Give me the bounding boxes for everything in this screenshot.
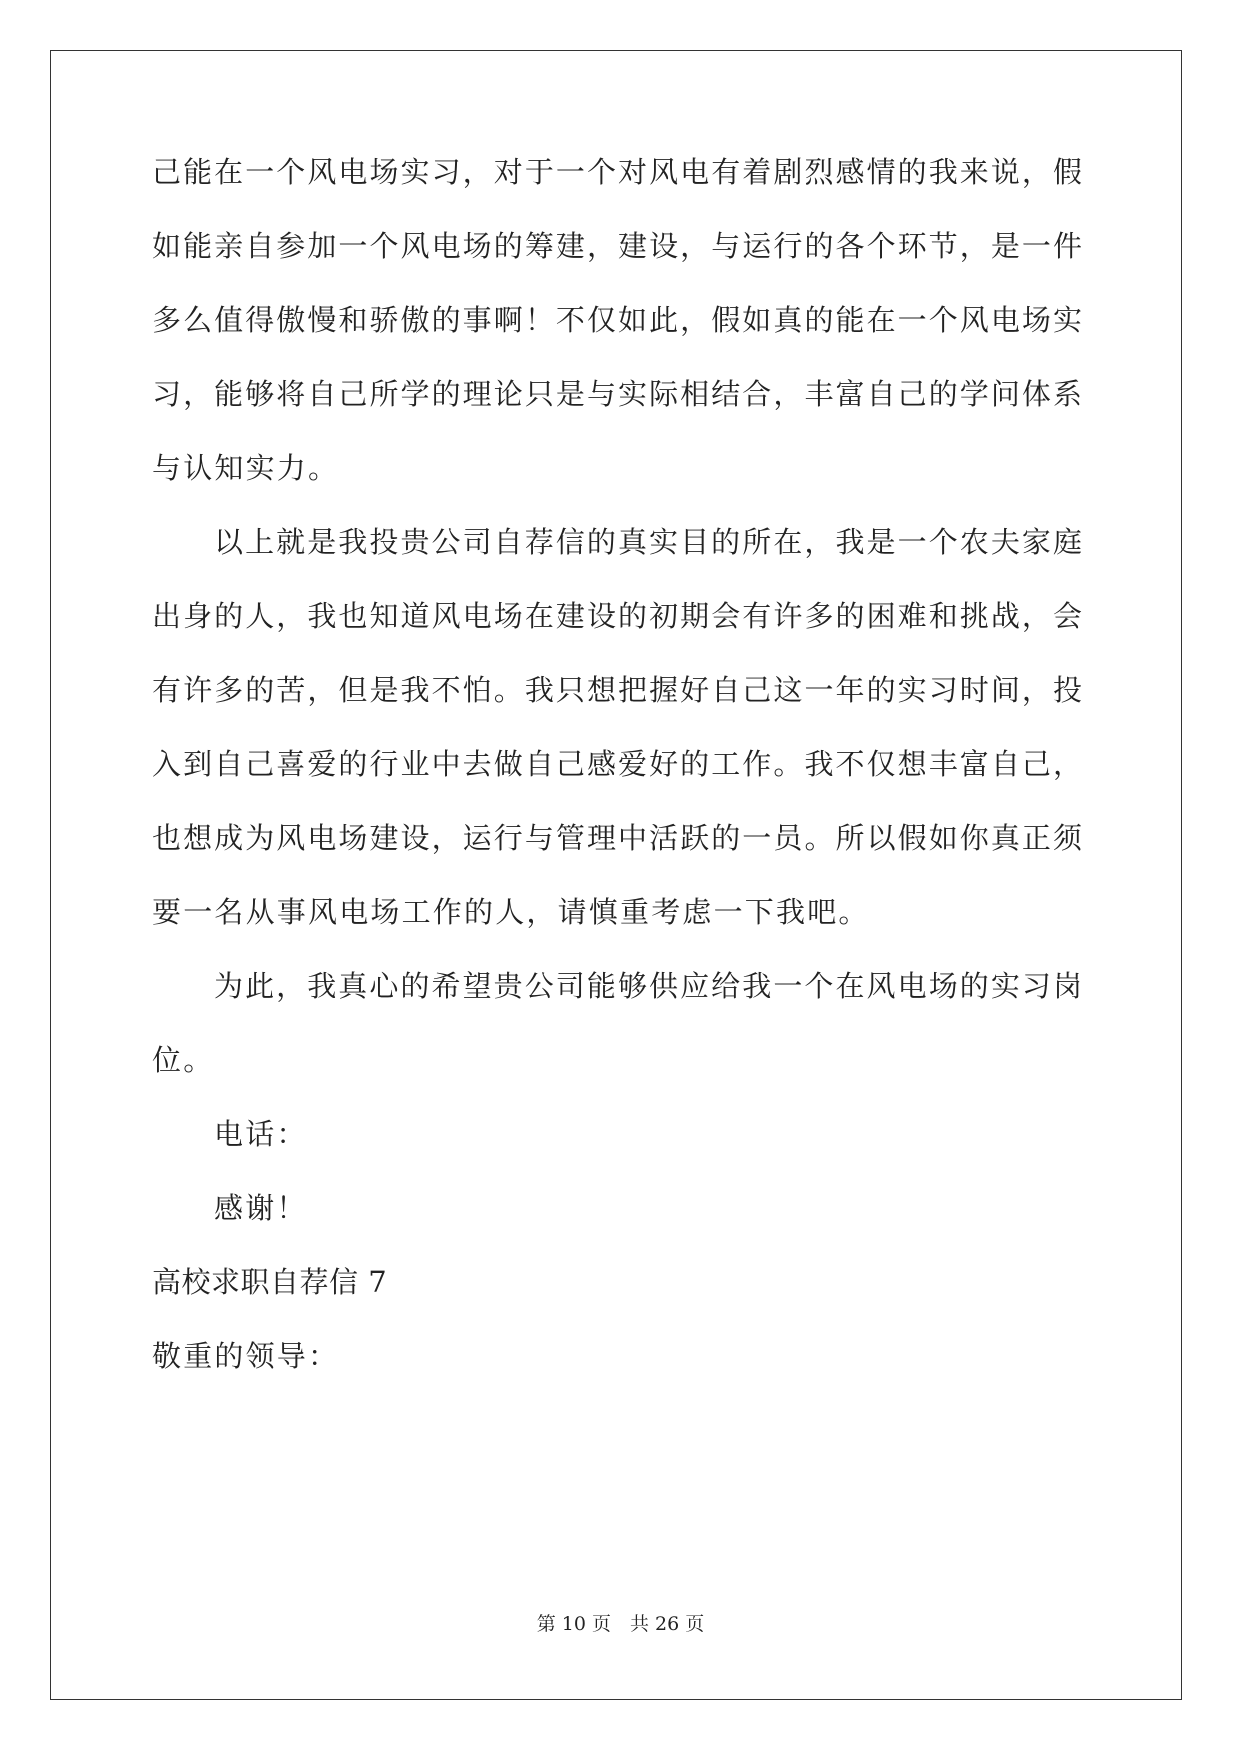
paragraph-start-line: 以上就是我投贵公司自荐信的真实目的所在，我是一个农夫家庭 — [214, 525, 1082, 559]
thanks-line: 感谢！ — [214, 1191, 308, 1225]
section-heading: 高校求职自荐信 7 — [152, 1265, 388, 1299]
salutation-line: 敬重的领导： — [152, 1339, 340, 1373]
text-line: 有许多的苦，但是我不怕。我只想把握好自己这一年的实习时间，投 — [152, 673, 1082, 707]
page-border — [50, 50, 1182, 1700]
page-number-footer: 第 10 页 共 26 页 — [536, 1613, 705, 1635]
text-line: 也想成为风电场建设，运行与管理中活跃的一员。所以假如你真正须 — [152, 821, 1082, 855]
phone-line: 电话： — [214, 1117, 308, 1151]
text-line: 要一名从事风电场工作的人，请慎重考虑一下我吧。 — [152, 895, 870, 929]
text-line: 如能亲自参加一个风电场的筹建，建设，与运行的各个环节，是一件 — [152, 229, 1082, 263]
text-line: 位。 — [152, 1043, 215, 1077]
text-line: 入到自己喜爱的行业中去做自己感爱好的工作。我不仅想丰富自己， — [152, 747, 1082, 781]
text-line: 己能在一个风电场实习，对于一个对风电有着剧烈感情的我来说，假 — [152, 155, 1082, 189]
text-line: 多么值得傲慢和骄傲的事啊！不仅如此，假如真的能在一个风电场实 — [152, 303, 1082, 337]
text-line: 习，能够将自己所学的理论只是与实际相结合，丰富自己的学问体系 — [152, 377, 1082, 411]
text-line: 与认知实力。 — [152, 451, 340, 485]
paragraph-start-line: 为此，我真心的希望贵公司能够供应给我一个在风电场的实习岗 — [214, 969, 1082, 1003]
text-line: 出身的人，我也知道风电场在建设的初期会有许多的困难和挑战，会 — [152, 599, 1082, 633]
